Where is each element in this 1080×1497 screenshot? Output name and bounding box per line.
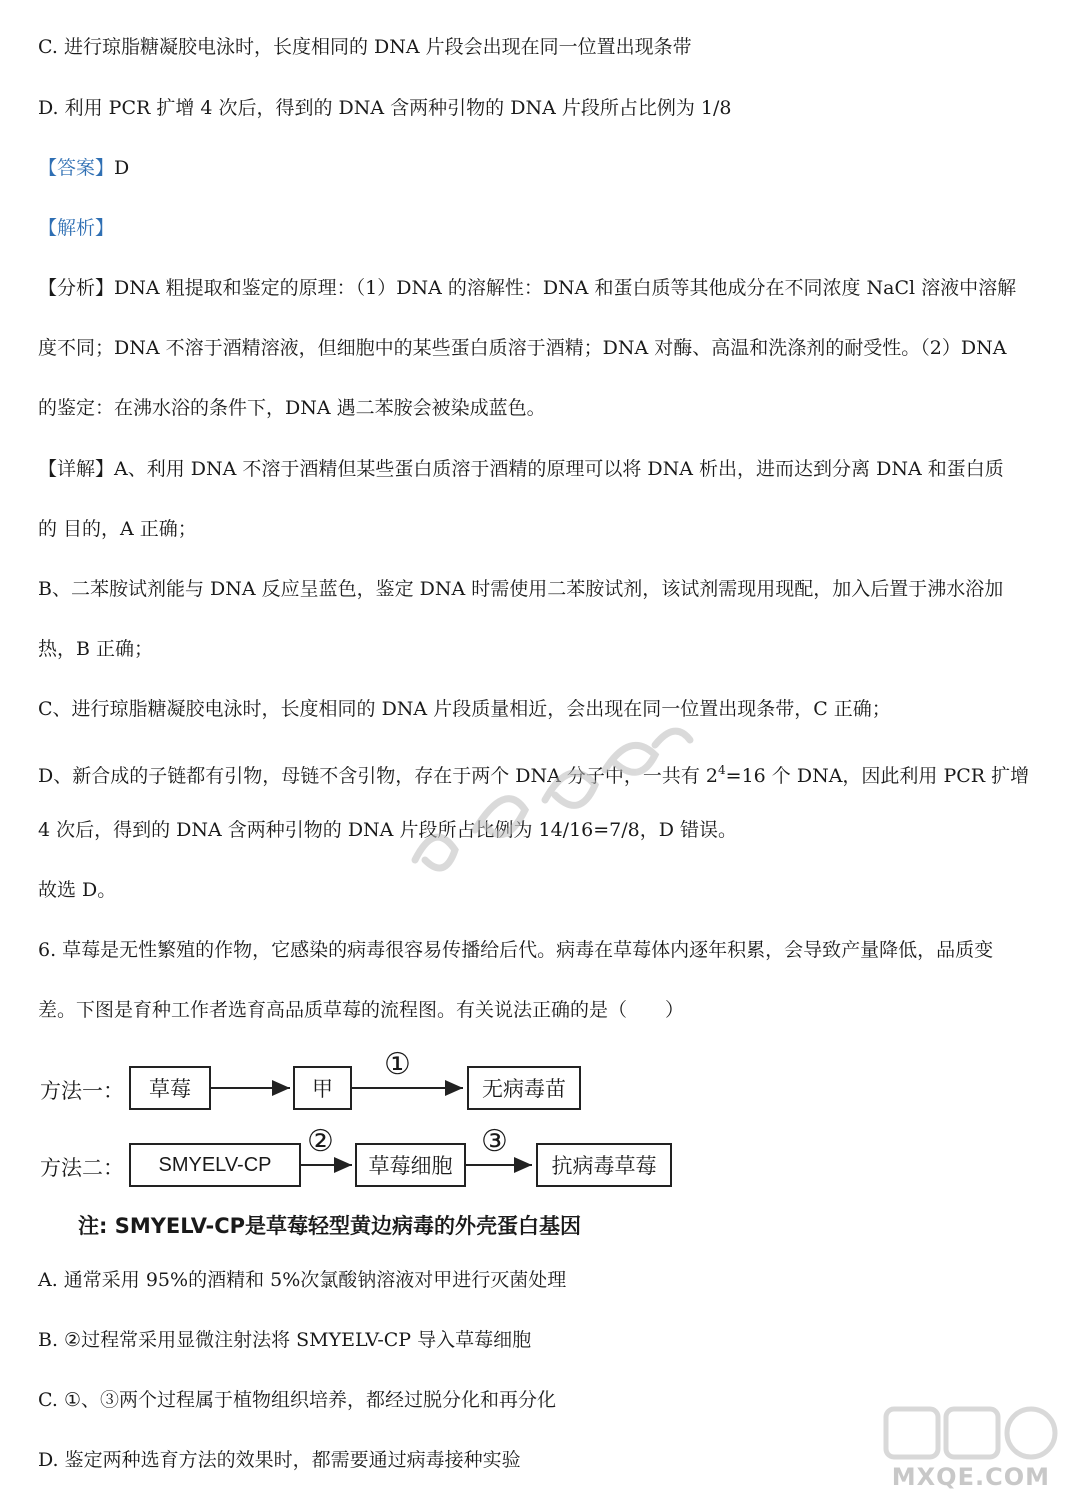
analysis-line-2: 度不同；DNA 不溶于酒精溶液，但细胞中的某些蛋白质溶于酒精；DNA 对酶、高温和洗涤剂的耐受性。（2）DNA [38, 337, 1007, 359]
method-2-box-gene: SMYELV-CP [129, 1143, 301, 1187]
option-b: B. ②过程常采用显微注射法将 SMYELV-CP 导入草莓细胞 [38, 1329, 532, 1351]
analysis-line-3: 的鉴定：在沸水浴的条件下，DNA 遇二苯胺会被染成蓝色。 [38, 397, 546, 419]
prev-option-d: D. 利用 PCR 扩增 4 次后，得到的 DNA 含两种引物的 DNA 片段所占比例为 1/8 [38, 97, 732, 119]
answer-tag: 【答案】 [38, 157, 115, 179]
detail-d-line-2: 4 次后，得到的 DNA 含两种引物的 DNA 片段所占比例为 14/16=7/8，D 错误。 [38, 819, 738, 841]
detail-b-line-2: 热，B 正确； [38, 638, 154, 660]
method-1-box-jia: 甲 [293, 1066, 352, 1110]
method-2-box-cell: 草莓细胞 [355, 1143, 466, 1187]
method-1-label: 方法一： [40, 1079, 124, 1103]
detail-d-exponent: 4 [718, 763, 726, 777]
detail-d-pre: D、新合成的子链都有引物，母链不含引物，存在于两个 DNA 分子中，一共有 2 [38, 765, 719, 787]
analysis-tag: 【解析】 [38, 217, 115, 239]
answer-value: D [114, 157, 130, 179]
detail-a-line-2: 的 目的，A 正确； [38, 518, 197, 540]
method-2-label: 方法二： [40, 1156, 124, 1180]
analysis-line-1: 【分析】DNA 粗提取和鉴定的原理：（1）DNA 的溶解性：DNA 和蛋白质等其他成分在不同浓度 NaCl 溶液中溶解 [38, 277, 1017, 299]
diagram-note: 注: SMYELV-CP是草莓轻型黄边病毒的外壳蛋白基因 [78, 1214, 582, 1238]
watermark-diagonal-icon [375, 710, 715, 890]
watermark-site-text: MXQE.COM [891, 1463, 1050, 1491]
detail-c-line: C、进行琼脂糖凝胶电泳时，长度相同的 DNA 片段质量相近，会出现在同一位置出现条带，C 正确； [38, 698, 891, 720]
method-1-step-1: ① [384, 1047, 411, 1082]
option-c: C. ①、③两个过程属于植物组织培养，都经过脱分化和再分化 [38, 1389, 556, 1411]
detail-d-post: =16 个 DNA，因此利用 PCR 扩增 [725, 765, 1030, 787]
detail-a-line-1: 【详解】A、利用 DNA 不溶于酒精但某些蛋白质溶于酒精的原理可以将 DNA 析出，进而达到分离 DNA 和蛋白质 [38, 458, 1004, 480]
question-6-line-1: 6. 草莓是无性繁殖的作物，它感染的病毒很容易传播给后代。病毒在草莓体内逐年积累，会导致产量降低，品质变 [38, 939, 994, 961]
question-6-line-2: 差。下图是育种工作者选育高品质草莓的流程图。有关说法正确的是（ ） [38, 999, 685, 1021]
conclusion-line: 故选 D。 [38, 879, 117, 901]
option-a: A. 通常采用 95%的酒精和 5%次氯酸钠溶液对甲进行灭菌处理 [38, 1269, 567, 1291]
option-d: D. 鉴定两种选育方法的效果时，都需要通过病毒接种实验 [38, 1449, 521, 1471]
prev-option-c: C. 进行琼脂糖凝胶电泳时，长度相同的 DNA 片段会出现在同一位置出现条带 [38, 36, 692, 58]
method-1-box-virus-free: 无病毒苗 [467, 1066, 581, 1110]
method-2-step-3: ③ [481, 1124, 508, 1159]
detail-b-line-1: B、二苯胺试剂能与 DNA 反应呈蓝色，鉴定 DNA 时需使用二苯胺试剂，该试剂需现用现配，加入后置于沸水浴加 [38, 578, 1004, 600]
method-2-box-resistant: 抗病毒草莓 [536, 1143, 672, 1187]
method-1-box-strawberry: 草莓 [129, 1066, 211, 1110]
method-2-step-2: ② [307, 1124, 334, 1159]
